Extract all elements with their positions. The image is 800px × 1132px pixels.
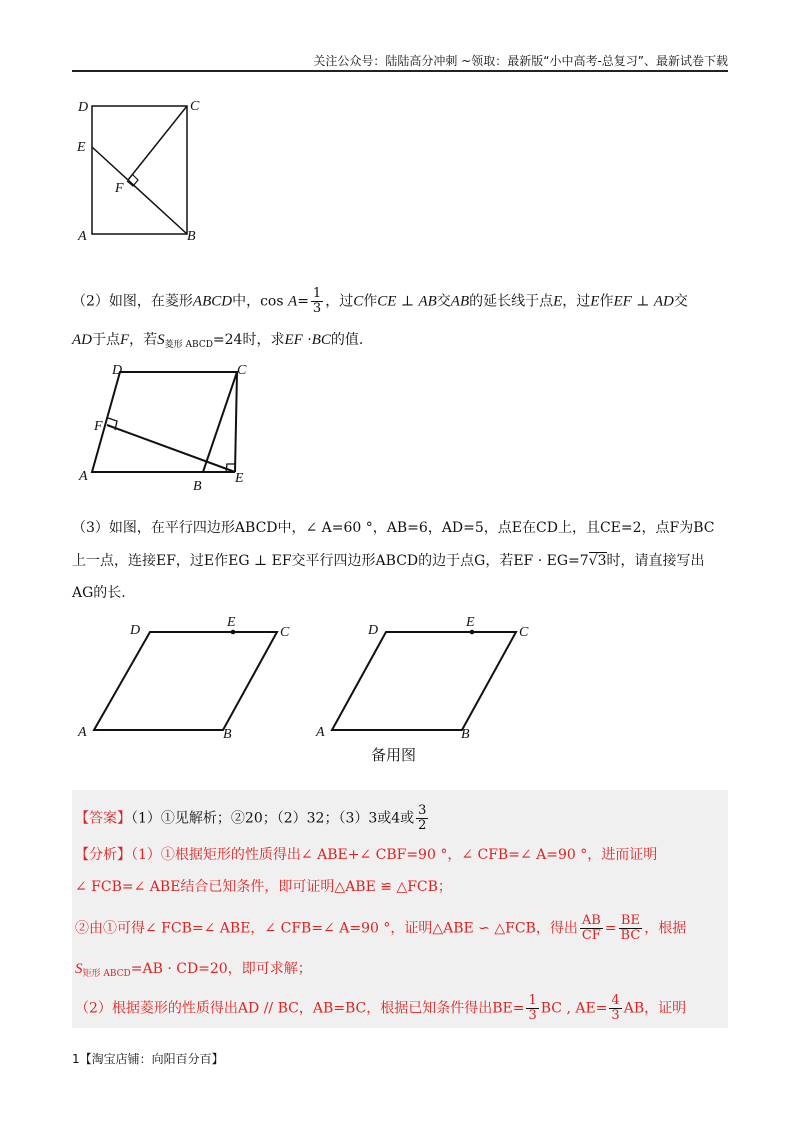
- label-e: E: [77, 140, 86, 155]
- label-d: D: [130, 623, 141, 638]
- q3-line2: 上一点，连接EF，过E作EG ⊥ EF交平行四边形ABCD的边于点G，若EF · EG=7√3时，请直接写出: [72, 553, 705, 569]
- label-b: B: [187, 229, 196, 244]
- label-b: B: [193, 479, 202, 493]
- figure-spare-parallelogram: [312, 610, 552, 745]
- label-c: C: [519, 625, 529, 640]
- analysis-line1: 【分析】（1）①根据矩形的性质得出∠ ABE+∠ CBF=90 °，∠ CFB=∠ A=90 °，进而证明: [75, 847, 658, 863]
- figure-parallelogram: [72, 610, 312, 745]
- analysis-line3: ②由①可得∠ FCB=∠ ABE，∠ CFB=∠ A=90 °，证明△ABE ∽ △FCB，得出 $\frac{AB}{CF}$ = $\frac{BE}{BC}$ ，根据: [75, 913, 687, 943]
- label-c: C: [237, 363, 247, 378]
- label-a: A: [79, 469, 88, 484]
- label-a: A: [316, 725, 325, 740]
- figure-rectangle: [70, 95, 210, 245]
- page-footer: 1【淘宝店铺：向阳百分百】: [72, 1052, 224, 1066]
- page-header: 关注公众号：陆陆高分冲刺 ~领取：最新版“小中高考-总复习”、最新试卷下载: [72, 52, 728, 72]
- label-d: D: [368, 623, 379, 638]
- label-f: F: [94, 419, 103, 434]
- figure-rhombus: [72, 358, 262, 493]
- q3-line3: AG的长.: [72, 585, 126, 601]
- label-e: E: [466, 615, 475, 630]
- label-d: D: [112, 363, 123, 378]
- label-e: E: [235, 471, 244, 486]
- label-f: F: [115, 181, 124, 196]
- analysis-line2: ∠ FCB=∠ ABE结合已知条件，即可证明△ABE ≌ △FCB；: [75, 879, 452, 895]
- q3-line1: （3）如图，在平行四边形ABCD中，∠ A=60 °，AB=6，AD=5，点E在CD上，且CE=2，点F为BC: [72, 520, 715, 536]
- label-b: B: [461, 727, 470, 742]
- label-e: E: [227, 615, 236, 630]
- label-b: B: [223, 727, 232, 742]
- label-d: D: [78, 100, 89, 115]
- analysis-line4: $S_{矩形 ABCD}=AB \cdot CD=20$，即可求解；: [75, 961, 312, 979]
- analysis-line5: （2）根据菱形的性质得出AD // BC，AB=BC，根据已知条件得出BE= $\frac{1}{3}$ BC , AE= $\frac{4}{3}$ AB，证明: [75, 993, 687, 1023]
- answer-line: 【答案】（1）①见解析；②20；（2）32；（3）3或4或 $\frac{3}{2}$: [75, 803, 427, 833]
- label-c: C: [190, 99, 200, 114]
- label-c: C: [280, 625, 290, 640]
- label-a: A: [78, 725, 87, 740]
- fraction-one-third: $\frac{1}{3}$: [312, 286, 322, 316]
- q2-line1: （2）如图，在菱形ABCD中，cos A= $\frac{1}{3}$ ，过C作CE ⊥ AB交AB的延长线于点E，过E作EF ⊥ AD交: [72, 286, 688, 316]
- spare-figure-caption: 备用图: [371, 746, 417, 764]
- q2-line2: AD于点F，若$S_{菱形 ABCD}=24$时，求EF ·BC的值.: [72, 332, 364, 350]
- label-a: A: [78, 229, 87, 244]
